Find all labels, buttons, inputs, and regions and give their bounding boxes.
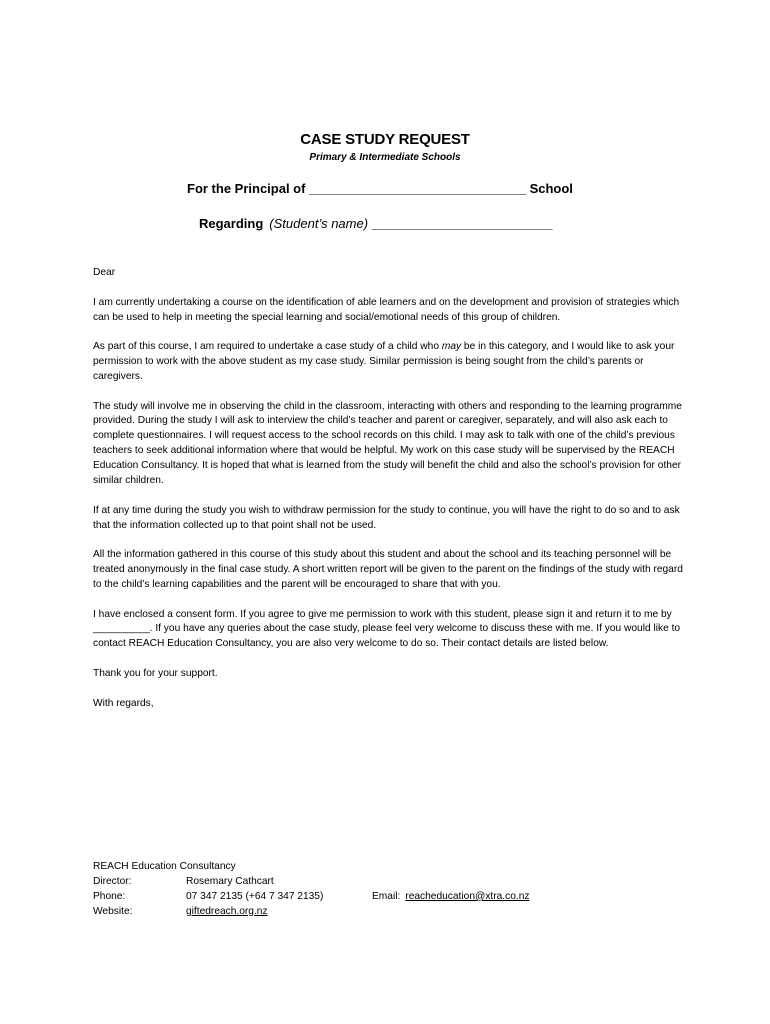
phone-number: 07 347 2135 (+64 7 347 2135) xyxy=(186,890,324,902)
student-name-label: (Student’s name) xyxy=(269,216,369,231)
director-label: Director: xyxy=(93,875,132,887)
principal-line: For the Principal of ______________________________ School xyxy=(187,181,573,196)
email-label: Email: xyxy=(372,890,401,902)
contact-phone-row xyxy=(93,890,613,905)
website-link[interactable]: giftedreach.org.nz xyxy=(186,905,268,917)
paragraph-intro: I am currently undertaking a course on the identification of able learners and on the development and provision of strategies which can be used to help in meeting the special learning and social/emotional needs of this group of children. xyxy=(93,296,680,323)
website-label: Website: xyxy=(93,905,133,917)
email-link[interactable]: reacheducation@xtra.co.nz xyxy=(405,890,530,902)
paragraph-text: be in this category, and I would like to ask your permission to work with the above student as my case study. Similar permission is being sought from the child’s parents or caregivers. xyxy=(93,341,675,382)
salutation: Dear xyxy=(93,267,116,278)
paragraph-consent: I have enclosed a consent form. If you agree to give me permission to work with this student, please sign it and return it to me by __________. If you have any queries about the case study, please feel very welcome to discuss these with me. If you would like to contact REACH Education Consultancy, you are also very welcome to do so. Their contact details are listed below. xyxy=(93,608,681,650)
student-name-blank: _________________________ xyxy=(371,216,553,231)
thanks-line: Thank you for your support. xyxy=(93,667,218,679)
contact-block xyxy=(93,860,613,920)
contact-website-row xyxy=(93,905,613,920)
document-title: CASE STUDY REQUEST xyxy=(300,131,470,148)
regarding-line xyxy=(199,216,599,231)
phone-label: Phone: xyxy=(93,890,126,902)
letter-body xyxy=(93,266,683,726)
contact-org-row xyxy=(93,860,613,875)
regarding-label: Regarding xyxy=(199,216,264,231)
paragraph-withdraw: If at any time during the study you wish to withdraw permission for the study to continue, you will have the right to do so and to ask that the information collected up to that point shall not be used. xyxy=(93,504,680,531)
paragraph-anonymity: All the information gathered in this course of this study about this student and about the school and its teaching personnel will be treated anonymously in the final case study. A short written report will be given to the parent on the findings of the study with regard to the child’s learning capabilities and the parent will be encouraged to share that with you. xyxy=(93,549,683,590)
paragraph-study-details: The study will involve me in observing the child in the classroom, interacting with others and responding to the learning programme provided. During the study I will ask to interview the child’s teacher and parent or caregiver, separately, and will also ask each to complete questionnaires. I will request access to the school records on this child. I may ask to talk with one of the child’s previous teachers to seek additional information where that would be helpful. My work on this case study will be supervised by the REACH Education Consultancy. It is hoped that what is learned from the study will benefit the child and also the school’s provision for other similar children. xyxy=(93,400,682,487)
org-name: REACH Education Consultancy xyxy=(93,861,236,872)
contact-director-row xyxy=(93,875,613,890)
email-group xyxy=(372,890,529,905)
emphasis-text: may xyxy=(441,341,462,353)
closing-line: With regards, xyxy=(93,697,154,709)
paragraph-case-study xyxy=(93,340,683,385)
director-name: Rosemary Cathcart xyxy=(186,875,274,887)
document-subtitle: Primary & Intermediate Schools xyxy=(309,152,461,163)
paragraph-text: As part of this course, I am required to undertake a case study of a child who xyxy=(93,341,442,353)
